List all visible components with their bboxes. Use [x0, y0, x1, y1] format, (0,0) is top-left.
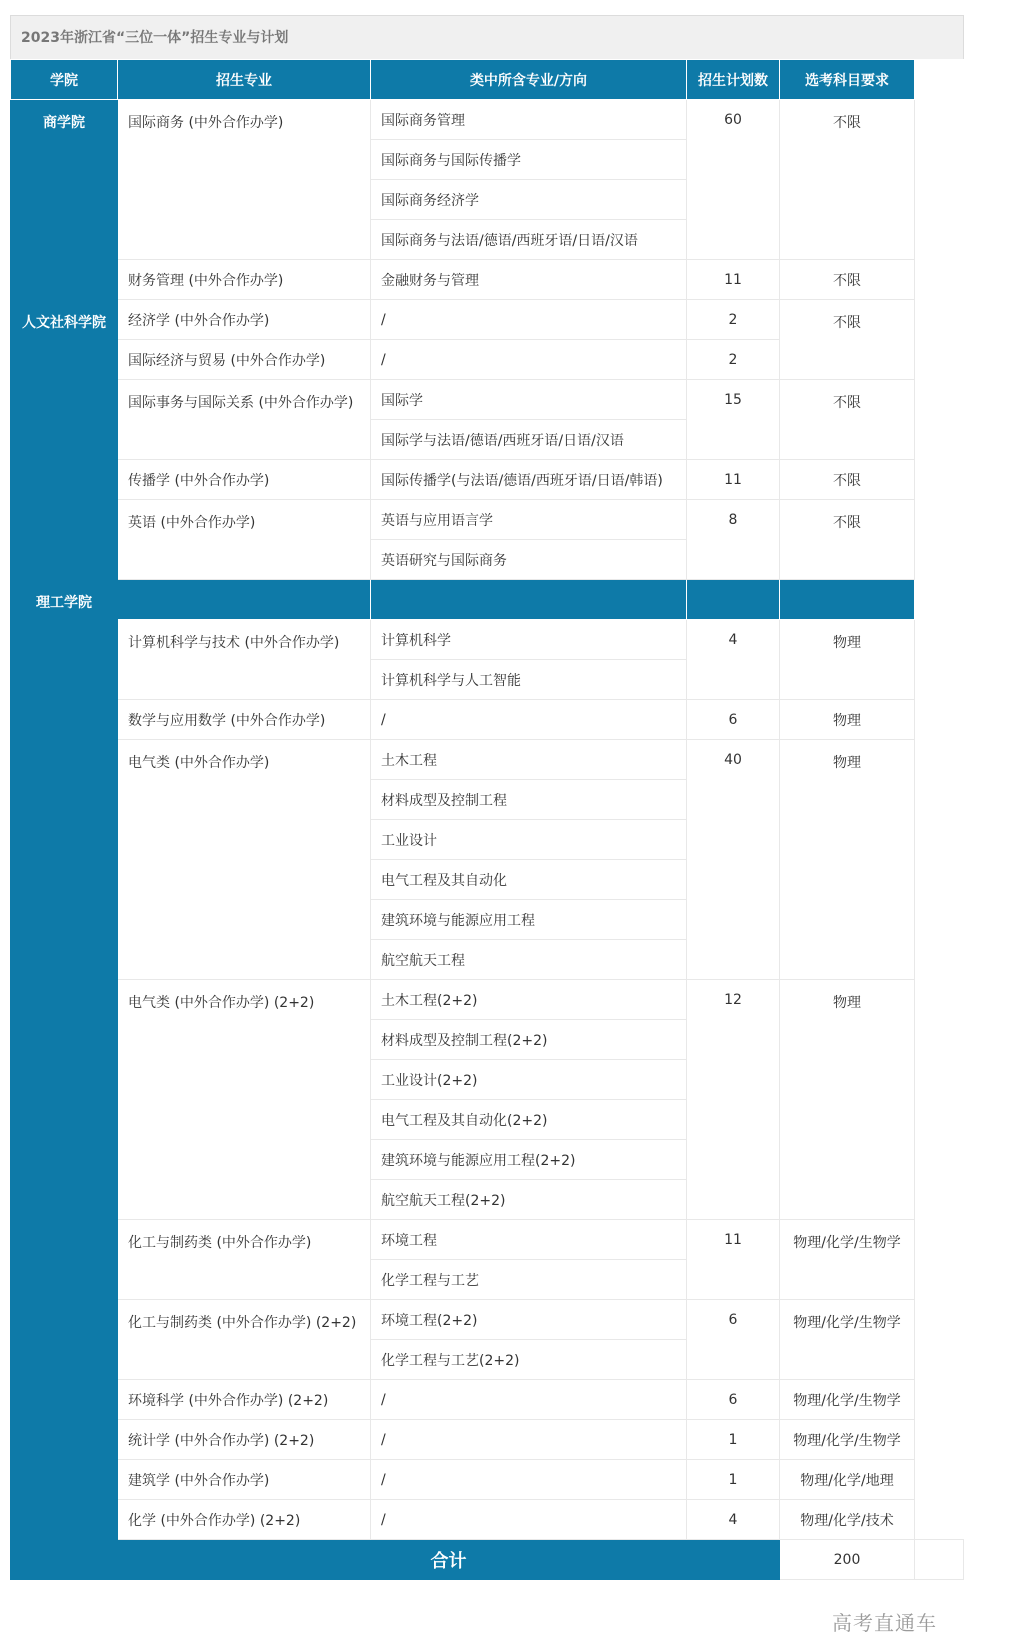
admission-plan-container: [10, 15, 964, 1580]
plan-cell: 11: [687, 1220, 780, 1300]
section-bar-cell: [687, 580, 780, 620]
direction-cell: 国际学与法语/德语/西班牙语/日语/汉语: [371, 420, 687, 460]
direction-cell: 土木工程(2+2): [371, 980, 687, 1020]
direction-cell: 环境工程(2+2): [371, 1300, 687, 1340]
section-bar-cell: [371, 580, 687, 620]
direction-cell: 国际学: [371, 380, 687, 420]
major-cell: 化工与制药类 (中外合作办学): [118, 1220, 371, 1300]
table-row: [11, 460, 964, 500]
table-row: [11, 1460, 964, 1500]
direction-cell: 材料成型及控制工程: [371, 780, 687, 820]
plan-cell: 60: [687, 100, 780, 260]
plan-cell: 40: [687, 740, 780, 980]
direction-cell: 化学工程与工艺(2+2): [371, 1340, 687, 1380]
table-header-row: [11, 60, 964, 100]
plan-cell: 2: [687, 300, 780, 340]
direction-cell: 电气工程及其自动化: [371, 860, 687, 900]
table-row: [11, 700, 964, 740]
total-label: 合计: [118, 1540, 780, 1580]
direction-cell: 工业设计: [371, 820, 687, 860]
direction-cell: /: [371, 700, 687, 740]
plan-cell: 6: [687, 1380, 780, 1420]
total-empty-cell: [915, 1540, 964, 1580]
direction-cell: 航空航天工程: [371, 940, 687, 980]
section-bar-cell: [780, 580, 915, 620]
header-requirement: 选考科目要求: [780, 60, 915, 100]
total-row: [11, 1540, 964, 1580]
major-cell: 统计学 (中外合作办学) (2+2): [118, 1420, 371, 1460]
header-college: 学院: [11, 60, 118, 100]
requirement-cell: 不限: [780, 260, 915, 300]
plan-cell: 11: [687, 460, 780, 500]
plan-cell: 12: [687, 980, 780, 1220]
direction-cell: 英语研究与国际商务: [371, 540, 687, 580]
header-plan: 招生计划数: [687, 60, 780, 100]
direction-cell: 国际商务经济学: [371, 180, 687, 220]
direction-cell: 计算机科学: [371, 620, 687, 660]
college-humanities: 人文社科学院: [11, 300, 118, 580]
requirement-cell: 不限: [780, 460, 915, 500]
table-row: [11, 1500, 964, 1540]
plan-cell: 6: [687, 1300, 780, 1380]
requirement-cell: 不限: [780, 100, 915, 260]
plan-cell: 11: [687, 260, 780, 300]
admission-plan-table: [10, 59, 964, 1580]
major-cell: 化工与制药类 (中外合作办学) (2+2): [118, 1300, 371, 1380]
table-row: [11, 620, 964, 660]
major-cell: 数学与应用数学 (中外合作办学): [118, 700, 371, 740]
header-direction: 类中所含专业/方向: [371, 60, 687, 100]
major-cell: 建筑学 (中外合作办学): [118, 1460, 371, 1500]
direction-cell: 国际商务与国际传播学: [371, 140, 687, 180]
watermark-text: 高考直通车: [832, 1611, 937, 1635]
table-row: [11, 1380, 964, 1420]
major-cell: 国际事务与国际关系 (中外合作办学): [118, 380, 371, 460]
header-major: 招生专业: [118, 60, 371, 100]
table-row: [11, 380, 964, 420]
requirement-cell: 物理: [780, 980, 915, 1220]
college-business: 商学院: [11, 100, 118, 300]
requirement-cell: 物理: [780, 740, 915, 980]
requirement-cell: 物理: [780, 620, 915, 700]
requirement-cell: 物理/化学/生物学: [780, 1220, 915, 1300]
requirement-cell: 物理/化学/生物学: [780, 1380, 915, 1420]
table-row: [11, 980, 964, 1020]
table-row: [11, 1420, 964, 1460]
plan-cell: 4: [687, 620, 780, 700]
section-bar-cell: [118, 580, 371, 620]
requirement-cell: 不限: [780, 300, 915, 380]
table-row: [11, 300, 964, 340]
plan-cell: 1: [687, 1420, 780, 1460]
table-caption: 2023年浙江省“三位一体”招生专业与计划: [10, 15, 964, 59]
requirement-cell: 物理/化学/地理: [780, 1460, 915, 1500]
direction-cell: 电气工程及其自动化(2+2): [371, 1100, 687, 1140]
total-value: 200: [780, 1540, 915, 1580]
direction-cell: 环境工程: [371, 1220, 687, 1260]
direction-cell: 国际传播学(与法语/德语/西班牙语/日语/韩语): [371, 460, 687, 500]
college-engineering: 理工学院: [11, 580, 118, 1580]
major-cell: 电气类 (中外合作办学) (2+2): [118, 980, 371, 1220]
requirement-cell: 物理/化学/生物学: [780, 1420, 915, 1460]
direction-cell: 土木工程: [371, 740, 687, 780]
requirement-cell: 物理/化学/技术: [780, 1500, 915, 1540]
direction-cell: 国际商务管理: [371, 100, 687, 140]
direction-cell: 建筑环境与能源应用工程(2+2): [371, 1140, 687, 1180]
section-bar-row: [11, 580, 964, 620]
direction-cell: 化学工程与工艺: [371, 1260, 687, 1300]
direction-cell: 国际商务与法语/德语/西班牙语/日语/汉语: [371, 220, 687, 260]
plan-cell: 8: [687, 500, 780, 580]
major-cell: 英语 (中外合作办学): [118, 500, 371, 580]
direction-cell: /: [371, 340, 687, 380]
direction-cell: 工业设计(2+2): [371, 1060, 687, 1100]
direction-cell: /: [371, 1420, 687, 1460]
plan-cell: 4: [687, 1500, 780, 1540]
plan-cell: 6: [687, 700, 780, 740]
table-row: [11, 1220, 964, 1260]
table-row: [11, 740, 964, 780]
direction-cell: 金融财务与管理: [371, 260, 687, 300]
major-cell: 国际商务 (中外合作办学): [118, 100, 371, 260]
major-cell: 环境科学 (中外合作办学) (2+2): [118, 1380, 371, 1420]
requirement-cell: 不限: [780, 380, 915, 460]
table-row: [11, 500, 964, 540]
major-cell: 财务管理 (中外合作办学): [118, 260, 371, 300]
direction-cell: 航空航天工程(2+2): [371, 1180, 687, 1220]
requirement-cell: 不限: [780, 500, 915, 580]
plan-cell: 15: [687, 380, 780, 460]
direction-cell: 英语与应用语言学: [371, 500, 687, 540]
plan-cell: 1: [687, 1460, 780, 1500]
plan-cell: 2: [687, 340, 780, 380]
direction-cell: /: [371, 1380, 687, 1420]
major-cell: 化学 (中外合作办学) (2+2): [118, 1500, 371, 1540]
major-cell: 经济学 (中外合作办学): [118, 300, 371, 340]
table-row: [11, 1300, 964, 1340]
direction-cell: 计算机科学与人工智能: [371, 660, 687, 700]
major-cell: 计算机科学与技术 (中外合作办学): [118, 620, 371, 700]
direction-cell: 材料成型及控制工程(2+2): [371, 1020, 687, 1060]
requirement-cell: 物理: [780, 700, 915, 740]
direction-cell: /: [371, 300, 687, 340]
major-cell: 传播学 (中外合作办学): [118, 460, 371, 500]
direction-cell: /: [371, 1500, 687, 1540]
major-cell: 电气类 (中外合作办学): [118, 740, 371, 980]
requirement-cell: 物理/化学/生物学: [780, 1300, 915, 1380]
table-row: [11, 260, 964, 300]
direction-cell: /: [371, 1460, 687, 1500]
direction-cell: 建筑环境与能源应用工程: [371, 900, 687, 940]
table-row: [11, 100, 964, 140]
major-cell: 国际经济与贸易 (中外合作办学): [118, 340, 371, 380]
